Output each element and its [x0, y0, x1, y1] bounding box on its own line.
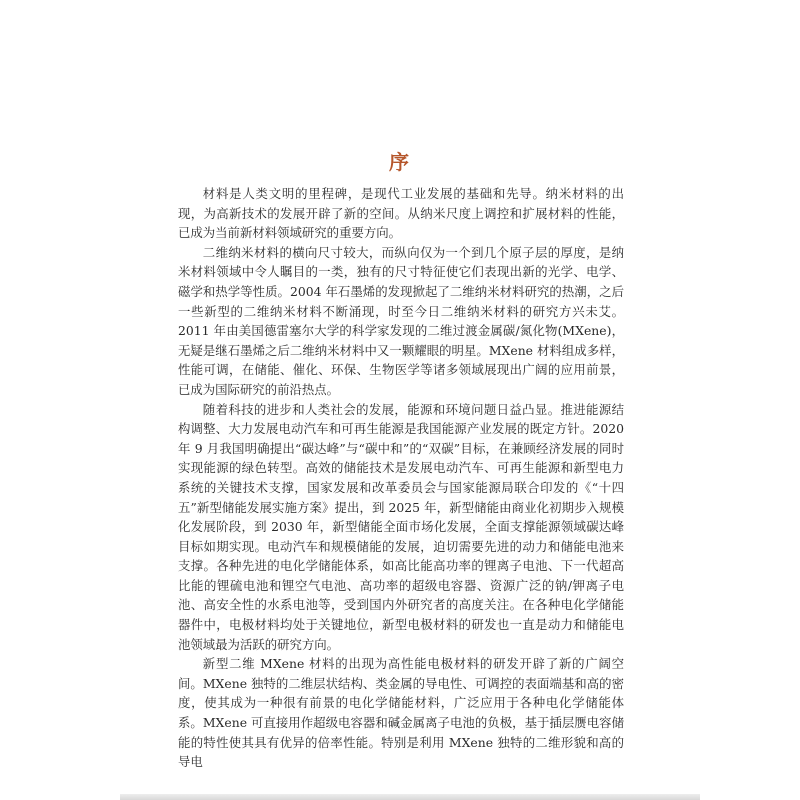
paragraph: 材料是人类文明的里程碑，是现代工业发展的基础和先导。纳米材料的出现，为高新技术的发展开辟了新的空间。从纳米尺度上调控和扩展材料的性能，已成为当前新材料领域研究的重要方向。	[178, 186, 624, 241]
scan-edge-strip	[120, 794, 700, 800]
page-title: 序	[389, 150, 411, 174]
preface-body	[178, 184, 624, 772]
paragraph: 新型二维 MXene 材料的出现为高性能电极材料的研发开辟了新的广阔空间。MXene 独特的二维层状结构、类金属的导电性、可调控的表面端基和高的密度，使其成为一种很有前景的电化学储能材料，广泛应用于各种电化学储能体系。MXene 可直接用作超级电容器和碱金属离子电池的负极，基于插层赝电容储能的特性使其具有优异的倍率性能。特别是利用 MXene 独特的二维形貌和高的导电	[178, 656, 624, 770]
paragraph: 二维纳米材料的横向尺寸较大，而纵向仅为一个到几个原子层的厚度，是纳米材料领域中令人瞩目的一类，独有的尺寸特征使它们表现出新的光学、电学、磁学和热学等性质。2004 年石墨烯的发现掀起了二维纳米材料研究的热潮，之后一些新型的二维纳米材料不断涌现，时至今日二维纳米材料的研究方兴未艾。2011 年由美国德雷塞尔大学的科学家发现的二维过渡金属碳/氮化物(MXene)，无疑是继石墨烯之后二维纳米材料中又一颗耀眼的明星。MXene 材料组成多样，性能可调，在储能、催化、环保、生物医学等诸多领域展现出广阔的应用前景，已成为国际研究的前沿热点。	[178, 244, 624, 397]
paragraph: 随着科技的进步和人类社会的发展，能源和环境问题日益凸显。推进能源结构调整、大力发展电动汽车和可再生能源是我国能源产业发展的既定方针。2020 年 9 月我国明确提出“碳达峰”与“碳中和”的“双碳”目标，在兼顾经济发展的同时实现能源的绿色转型。高效的储能技术是发展电动汽车、可再生能源和新型电力系统的关键技术支撑，国家发展和改革委员会与国家能源局联合印发的《“十四五”新型储能发展实施方案》提出，到 2025 年，新型储能由商业化初期步入规模化发展阶段，到 2030 年，新型储能全面市场化发展，全面支撑能源领域碳达峰目标如期实现。电动汽车和规模储能的发展，迫切需要先进的动力和储能电池来支撑。各种先进的电化学储能体系，如高比能高功率的锂离子电池、下一代超高比能的锂硫电池和锂空气电池、高功率的超级电容器、资源广泛的钠/钾离子电池、高安全性的水系电池等，受到国内外研究者的高度关注。在各种电化学储能器件中，电极材料均处于关键地位，新型电极材料的研发也一直是动力和储能电池领域最为活跃的研究方向。	[178, 401, 624, 652]
